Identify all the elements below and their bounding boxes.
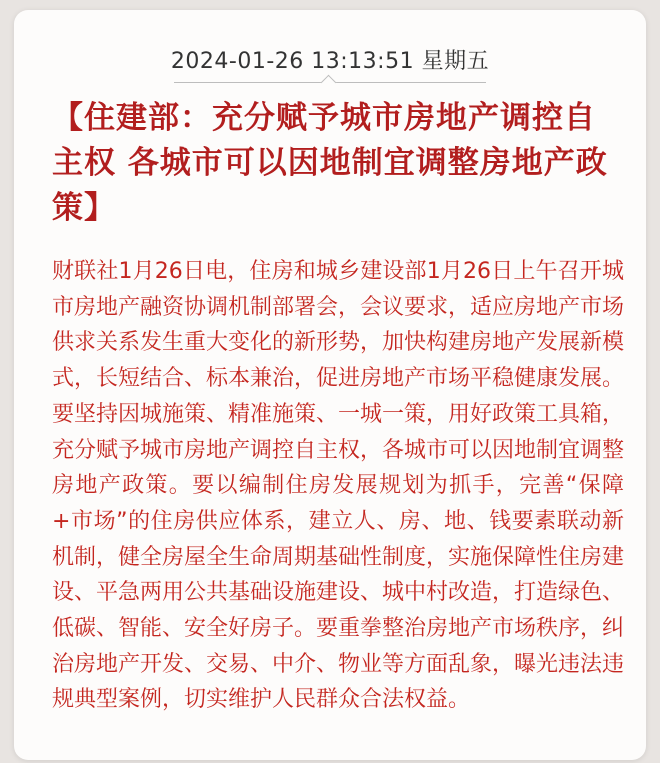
timestamp: 2024-01-26 13:13:51 星期五 [170, 49, 490, 74]
headline: 【住建部：充分赋予城市房地产调控自主权 各城市可以因地制宜调整房地产政策】 [52, 100, 608, 226]
news-card [14, 10, 646, 760]
article-body: 财联社1月26日电，住房和城乡建设部1月26日上午召开城市房地产融资协调机制部署会，会议要求，适应房地产市场供求关系发生重大变化的新形势，加快构建房地产发展新模式，长短结合、标本兼治，促进房地产市场平稳健康发展。要坚持因城施策、精准施策、一城一策，用好政策工具箱，充分赋予城市房地产调控自主权，各城市可以因地制宜调整房地产政策。要以编制住房发展规划为抓手，完善“保障+市场”的住房供应体系，建立人、房、地、钱要素联动新机制，健全房屋全生命周期基础性制度，实施保障性住房建设、平急两用公共基础设施建设、城中村改造，打造绿色、低碳、智能、安全好房子。要重拳整治房地产市场秩序，纠治房地产开发、交易、中介、物业等方面乱象，曝光违法违规典型案例，切实维护人民群众合法权益。 [52, 259, 625, 713]
divider-notch [321, 75, 337, 91]
